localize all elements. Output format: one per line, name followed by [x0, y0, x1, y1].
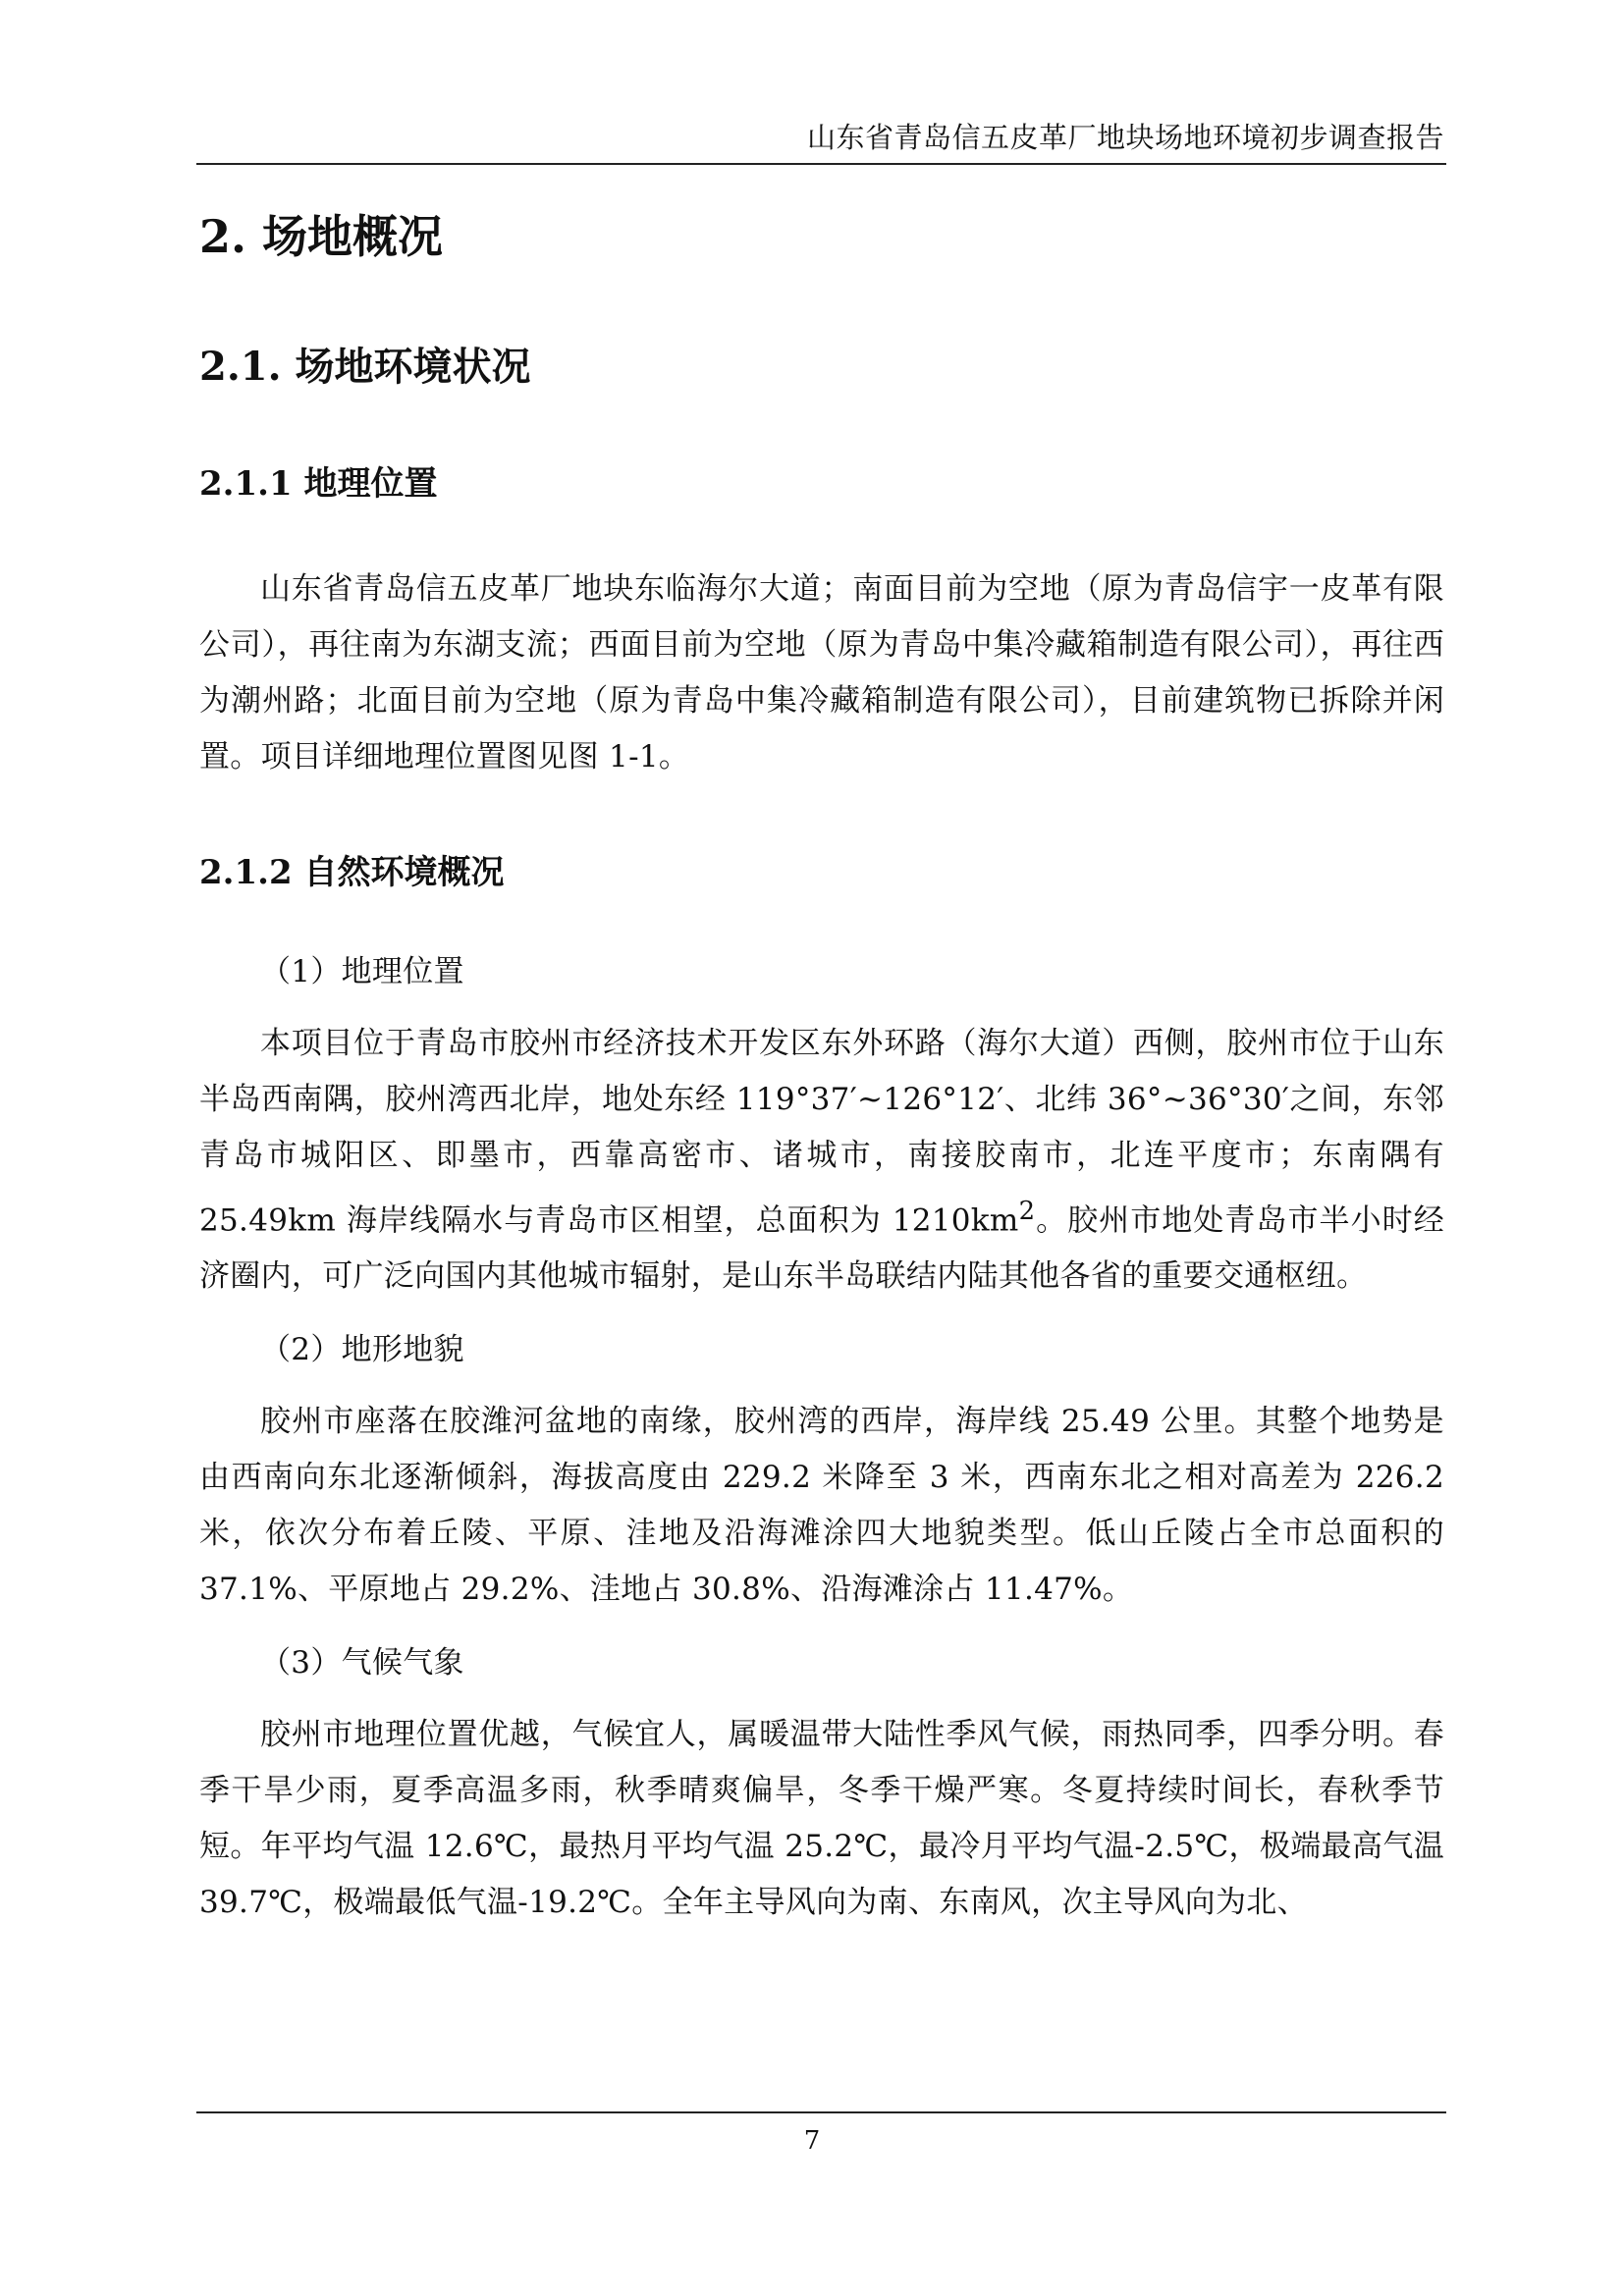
climate-label: （3）气候气象 [260, 1645, 464, 1682]
header-divider [196, 163, 1446, 165]
subsection-heading-natural-environment: 2.1.2 自然环境概况 [199, 853, 505, 892]
footer-divider [196, 2111, 1446, 2113]
climate-paragraph: 胶州市地理位置优越，气候宜人，属暖温带大陆性季风气候，雨热同季，四季分明。春季干旱少雨，夏季高温多雨，秋季晴爽偏旱，冬季干燥严寒。冬夏持续时间长，春秋季节短。年平均气温 12.6℃，最热月平均气温 25.2℃，最冷月平均气温-2.5℃，极端最高气温 39.7℃，极端最低气温-19.2℃。全年主导风向为南、东南风，次主导风向为北、 [199, 1717, 1444, 1921]
geo-text-before-sup: 本项目位于青岛市胶州市经济技术开发区东外环路（海尔大道）西侧，胶州市位于山东半岛西南隅，胶州湾西北岸，地处东经 119°37′~126°12′、北纬 36°~36°30′之间，东邻青岛市城阳区、即墨市，西靠高密市、诸城市，南接胶南市，北连平度市；东南隅有 25.49km 海岸线隔水与青岛市区相望，总面积为 1210km [199, 1026, 1444, 1239]
geo-text-after-sup: 。胶州市地处青岛市半小时经济圈内，可广泛向国内其他城市辐射，是山东半岛联结内陆其他各省的重要交通枢纽。 [199, 1202, 1444, 1295]
page-number: 7 [803, 2126, 821, 2156]
subsection-heading-location: 2.1.1 地理位置 [199, 464, 438, 504]
chapter-heading: 2. 场地概况 [199, 210, 444, 263]
geo-label: （1）地理位置 [260, 954, 464, 989]
page-content [199, 196, 1444, 1931]
location-overview-paragraph: 山东省青岛信五皮革厂地块东临海尔大道；南面目前为空地（原为青岛信宇一皮革有限公司），再往南为东湖支流；西面目前为空地（原为青岛中集冷藏箱制造有限公司），再往西为潮州路；北面目前为空地（原为青岛中集冷藏箱制造有限公司），目前建筑物已拆除并闲置。项目详细地理位置图见图 1-1。 [199, 571, 1444, 774]
terrain-label: （2）地形地貌 [260, 1332, 464, 1368]
running-header: 山东省青岛信五皮革厂地块场地环境初步调查报告 [806, 121, 1444, 154]
section-heading: 2.1. 场地环境状况 [199, 344, 531, 390]
terrain-paragraph: 胶州市座落在胶潍河盆地的南缘，胶州湾的西岸，海岸线 25.49 公里。其整个地势是由西南向东北逐渐倾斜，海拔高度由 229.2 米降至 3 米，西南东北之相对高差为 226.2 米，依次分布着丘陵、平原、洼地及沿海滩涂四大地貌类型。低山丘陵占全市总面积的 37.1%、平原地占 29.2%、洼地占 30.8%、沿海滩涂占 11.47%。 [199, 1404, 1444, 1608]
area-superscript: 2 [1018, 1197, 1036, 1226]
geo-paragraph [199, 1016, 1444, 1305]
